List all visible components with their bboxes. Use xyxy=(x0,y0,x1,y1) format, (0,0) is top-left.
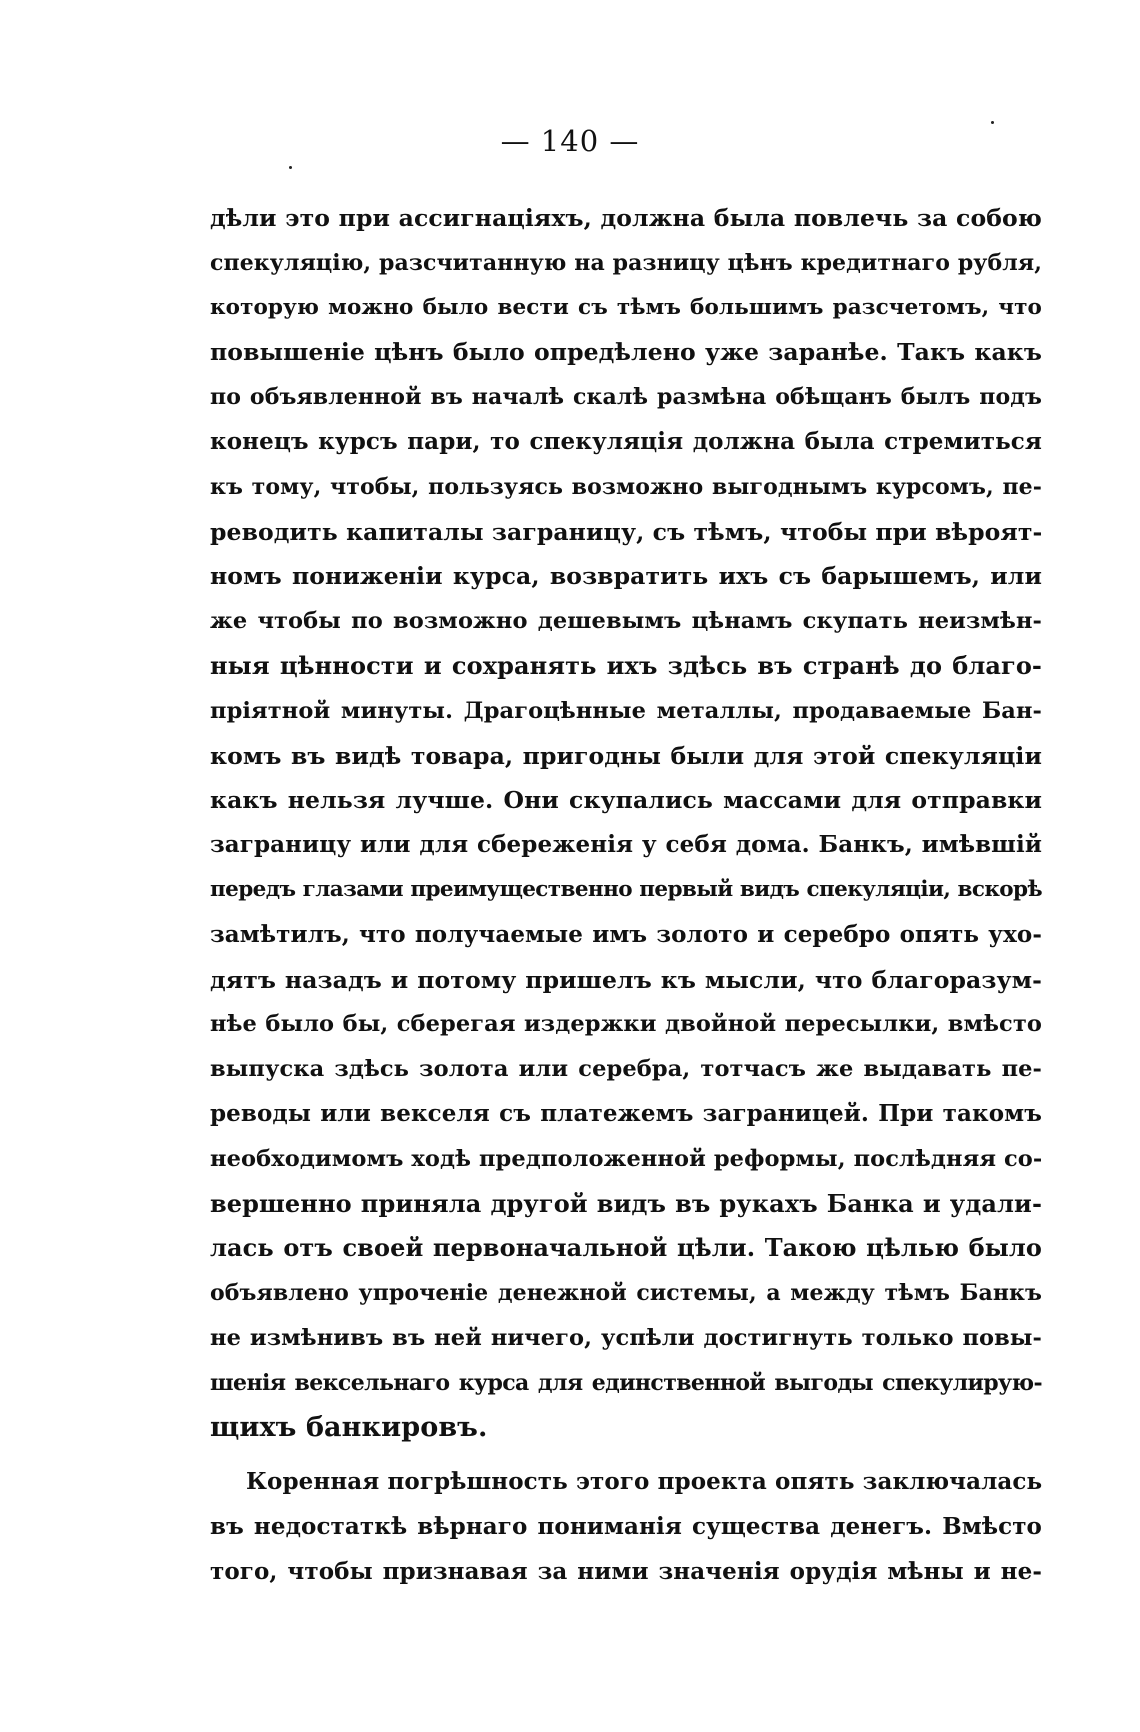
text-line: объявлено упроченiе денежной системы, а между тѣмъ Банкъ xyxy=(210,1280,1042,1307)
text-line: номъ пониженiи курса, возвратить ихъ съ барышемъ, или xyxy=(210,562,1042,591)
text-line: дѣли это при ассигнацiяхъ, должна была повлечь за собою xyxy=(210,204,1042,232)
text-line: передъ глазами преимущественно первый видъ спекуляцiи, вскорѣ xyxy=(210,876,1042,902)
text-line: ныя цѣнности и сохранять ихъ здѣсь въ странѣ до благо- xyxy=(210,650,1042,680)
text-line: же чтобы по возможно дешевымъ цѣнамъ скупать неизмѣн- xyxy=(210,608,1042,635)
text-line: не измѣнивъ въ ней ничего, успѣли достигнуть только повы- xyxy=(210,1324,1042,1351)
body-text xyxy=(210,196,1042,1595)
text-line: въ недостаткѣ вѣрнаго пониманiя существа денегъ. Вмѣсто xyxy=(210,1513,1042,1541)
text-line: повышенiе цѣнъ было опредѣлено уже заранѣе. Такъ какъ xyxy=(210,338,1042,367)
text-line: реводить капиталы заграницу, съ тѣмъ, чтобы при вѣроят- xyxy=(210,517,1043,546)
text-line: прiятной минуты. Драгоцѣнные металлы, продаваемые Бан- xyxy=(210,697,1042,724)
text-line: къ тому, чтобы, пользуясь возможно выгоднымъ курсомъ, пе- xyxy=(210,473,1042,500)
text-line: дятъ назадъ и потому пришелъ къ мысли, что благоразум- xyxy=(210,965,1042,994)
text-line: выпуска здѣсь золота или серебра, тотчасъ же выдавать пе- xyxy=(210,1056,1042,1083)
text-line: вершенно приняла другой видъ въ рукахъ Банка и удали- xyxy=(210,1188,1042,1218)
text-line: конецъ курсъ пари, то спекуляцiя должна была стремиться xyxy=(210,427,1042,455)
text-line: какъ нельзя лучше. Они скупались массами для отправки xyxy=(210,786,1042,815)
text-line: которую можно было вести съ тѣмъ большимъ разсчетомъ, что xyxy=(210,294,1042,320)
text-line: по объявленной въ началѣ скалѣ размѣна обѣщанъ былъ подъ xyxy=(210,384,1042,411)
paragraph-1 xyxy=(210,196,1042,1450)
text-line: реводы или векселя съ платежемъ заграницей. При такомъ xyxy=(210,1099,1042,1127)
text-line: щихъ банкировъ. xyxy=(210,1411,488,1443)
text-line: нѣе было бы, сберегая издержки двойной пересылки, вмѣсто xyxy=(210,1011,1042,1038)
text-line: заграницу или для сбереженiя у себя дома. Банкъ, имѣвшiй xyxy=(210,831,1042,859)
text-line: необходимомъ ходѣ предположенной реформы, послѣдняя со- xyxy=(210,1145,1043,1172)
page-number: — 140 — xyxy=(500,124,640,158)
page-speck xyxy=(991,121,994,124)
text-line: лась отъ своей первоначальной цѣли. Такою цѣлью было xyxy=(210,1233,1042,1263)
text-line: спекуляцiю, разсчитанную на разницу цѣнъ кредитнаго рубля, xyxy=(210,249,1042,276)
page-speck xyxy=(289,166,292,169)
text-line: комъ въ видѣ товара, пригодны были для этой спекуляцiи xyxy=(210,741,1042,770)
text-line: Коренная погрѣшность этого проекта опять заключалась xyxy=(246,1468,1043,1496)
text-line: того, чтобы признавая за ними значенiя орудiя мѣны и не- xyxy=(210,1557,1042,1585)
text-line: шенiя вексельнаго курса для единственной выгоды спекулирую- xyxy=(210,1369,1042,1396)
text-line: замѣтилъ, что получаемые имъ золото и серебро опять ухо- xyxy=(210,920,1042,948)
paragraph-2 xyxy=(210,1460,1042,1594)
